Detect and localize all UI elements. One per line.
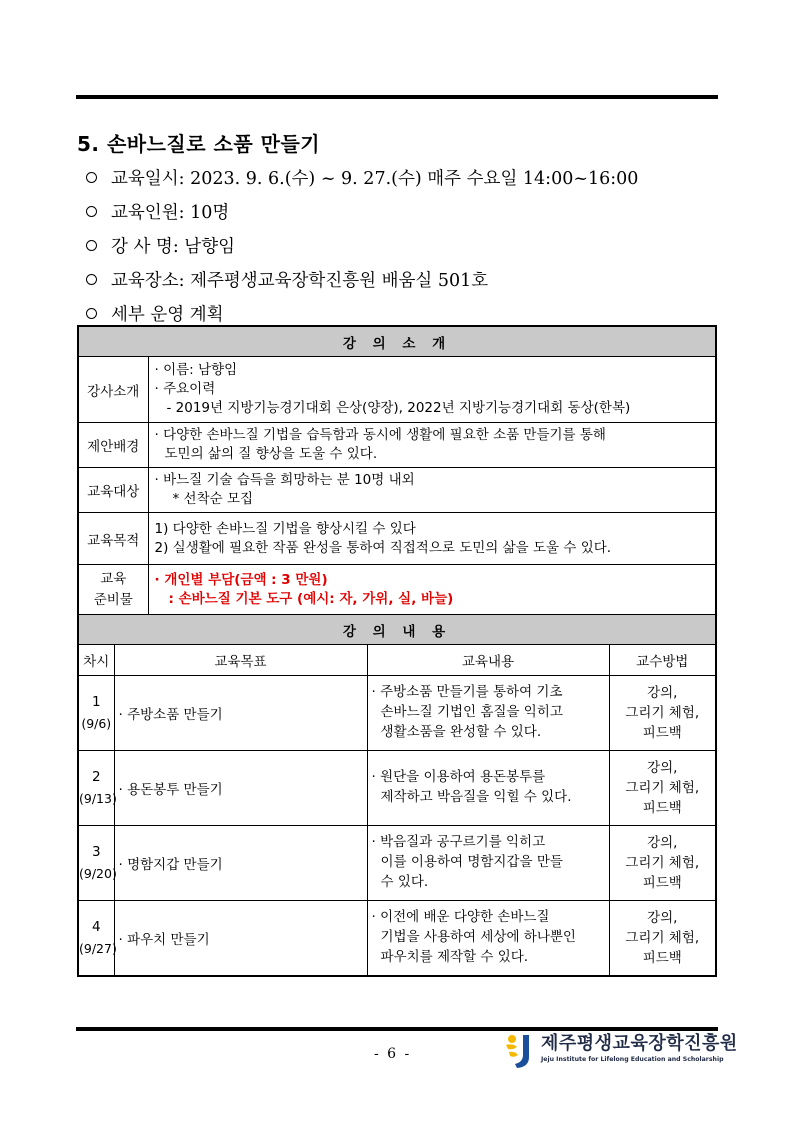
session-method: 강의, 그리기 체험, 피드백 <box>609 751 716 826</box>
institute-logo-icon <box>503 1033 535 1069</box>
course-plan-table <box>77 325 717 977</box>
bullet-location: 교육장소: 제주평생교육장학진흥원 배움실 501호 <box>86 262 638 296</box>
session-description: · 주방소품 만들기를 통하여 기초 손바느질 기법인 홈질을 익히고 생활소품을 완성할 수 있다. <box>367 676 609 751</box>
section-title: 5. 손바느질로 소품 만들기 <box>77 132 321 156</box>
col-header-goal: 교육목표 <box>114 645 367 676</box>
session-number: 4 (9/27) <box>78 901 114 976</box>
circle-bullet-icon <box>86 274 97 285</box>
circle-bullet-icon <box>86 206 97 217</box>
top-rule <box>76 95 718 99</box>
session-description: · 이전에 배운 다양한 손바느질 기법을 사용하여 세상에 하나뿐인 파우치를 제작할 수 있다. <box>367 901 609 976</box>
session-description: · 원단을 이용하여 용돈봉투를 제작하고 박음질을 익힐 수 있다. <box>367 751 609 826</box>
circle-bullet-icon <box>86 308 97 319</box>
bullet-capacity: 교육인원: 10명 <box>86 194 638 228</box>
table-row <box>78 826 716 901</box>
bullet-schedule: 교육일시: 2023. 9. 6.(수) ~ 9. 27.(수) 매주 수요일 14:00~16:00 <box>86 160 638 194</box>
session-number: 2 (9/13) <box>78 751 114 826</box>
circle-bullet-icon <box>86 172 97 183</box>
background-label: 제안배경 <box>78 423 148 468</box>
table-row <box>78 676 716 751</box>
institute-logo <box>503 1033 738 1069</box>
materials-label: 교육 준비물 <box>78 565 148 615</box>
col-header-content: 교육내용 <box>367 645 609 676</box>
session-number: 3 (9/20) <box>78 826 114 901</box>
circle-bullet-icon <box>86 240 97 251</box>
session-goal: · 파우치 만들기 <box>114 901 367 976</box>
bullet-plan: 세부 운영 계획 <box>86 296 638 330</box>
purpose-content: 1) 다양한 손바느질 기법을 향상시킬 수 있다 2) 실생활에 필요한 작품 완성을 통하여 직접적으로 도민의 삶을 도울 수 있다. <box>148 513 716 565</box>
materials-content: · 개인별 부담(금액 : 3 만원) : 손바느질 기본 도구 (예시: 자, 가위, 실, 바늘) <box>148 565 716 615</box>
session-method: 강의, 그리기 체험, 피드백 <box>609 901 716 976</box>
session-method: 강의, 그리기 체험, 피드백 <box>609 676 716 751</box>
col-header-session: 차시 <box>78 645 114 676</box>
session-goal: · 주방소품 만들기 <box>114 676 367 751</box>
session-method: 강의, 그리기 체험, 피드백 <box>609 826 716 901</box>
intro-header: 강 의 소 개 <box>78 326 716 357</box>
table-row <box>78 901 716 976</box>
instructor-label: 강사소개 <box>78 357 148 423</box>
background-content: · 다양한 손바느질 기법을 습득함과 동시에 생활에 필요한 소품 만들기를 통해 도민의 삶의 질 향상을 도울 수 있다. <box>148 423 716 468</box>
purpose-label: 교육목적 <box>78 513 148 565</box>
logo-korean-name: 제주평생교육장학진흥원 <box>541 1033 738 1054</box>
instructor-content: · 이름: 남향임 · 주요이력 - 2019년 지방기능경기대회 은상(양장), 2022년 지방기능경기대회 동상(한복) <box>148 357 716 423</box>
bullet-instructor: 강 사 명: 남향임 <box>86 228 638 262</box>
session-goal: · 명함지갑 만들기 <box>114 826 367 901</box>
logo-english-name: Jeju Institute for Lifelong Education and Scholarship <box>541 1056 724 1063</box>
session-description: · 박음질과 공구르기를 익히고 이를 이용하여 명함지갑을 만들 수 있다. <box>367 826 609 901</box>
bullet-list <box>86 160 638 330</box>
page-number: - 6 - <box>374 1046 412 1062</box>
content-header: 강 의 내 용 <box>78 615 716 645</box>
session-number: 1 (9/6) <box>78 676 114 751</box>
bottom-rule <box>76 1027 718 1031</box>
session-goal: · 용돈봉투 만들기 <box>114 751 367 826</box>
table-row <box>78 751 716 826</box>
target-label: 교육대상 <box>78 468 148 513</box>
col-header-method: 교수방법 <box>609 645 716 676</box>
target-content: · 바느질 기술 습득을 희망하는 분 10명 내외 * 선착순 모집 <box>148 468 716 513</box>
